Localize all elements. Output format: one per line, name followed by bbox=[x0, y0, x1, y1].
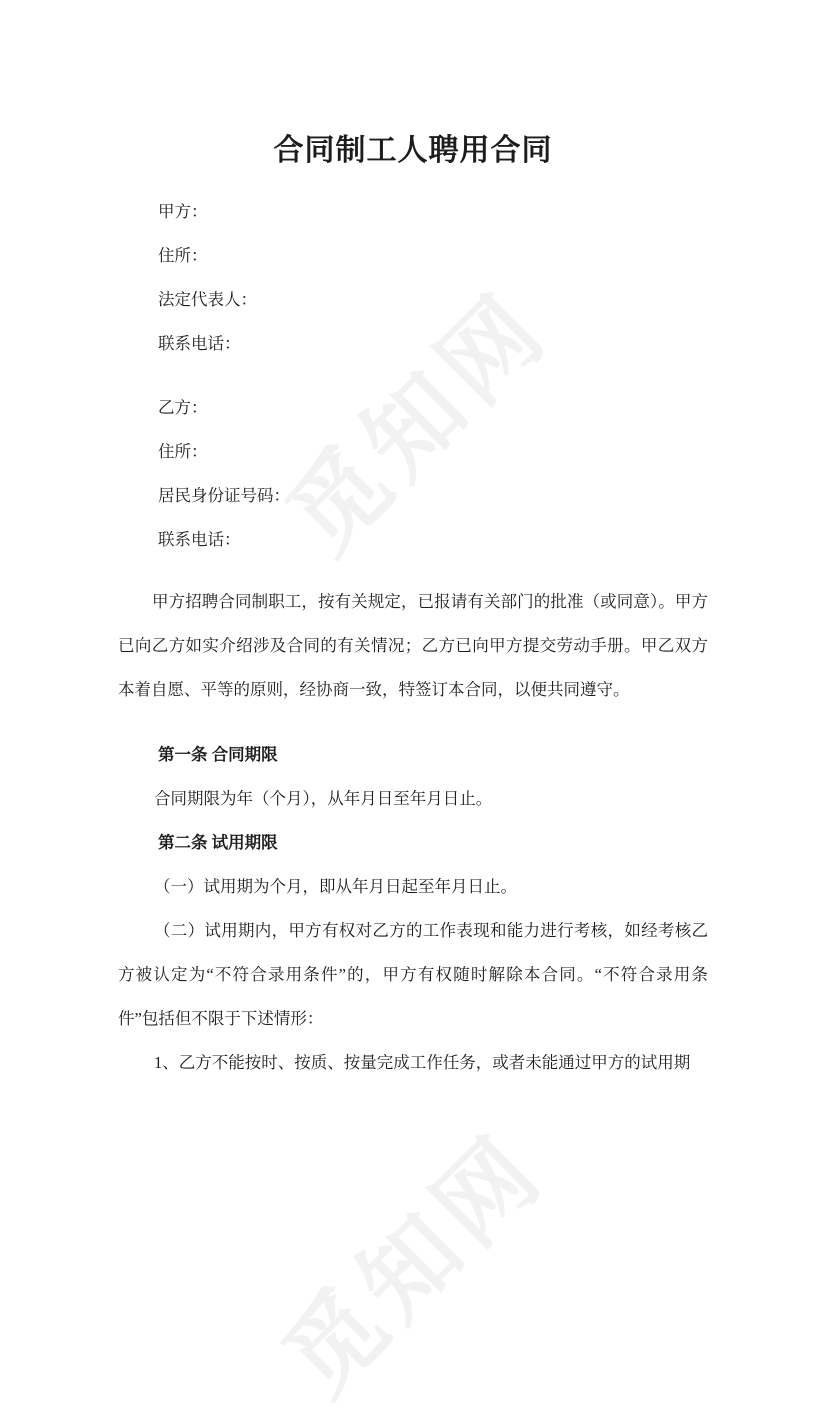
section-1-paragraph: 合同期限为年（个月），从年月日至年月日止。 bbox=[154, 789, 493, 808]
document-title: 合同制工人聘用合同 bbox=[273, 134, 553, 167]
intro-paragraph: 甲方招聘合同制职工，按有关规定，已报请有关部门的批准（或同意）。甲方已向乙方如实介绍涉及合同的有关情况；乙方已向甲方提交劳动手册。甲乙双方本着自愿、平等的原则，经协商一致，特签订本合同，以便共同遵守。 bbox=[118, 592, 708, 699]
field-party-a-legal-representative: 法定代表人： bbox=[158, 290, 257, 309]
field-party-a: 甲方： bbox=[158, 202, 208, 221]
field-party-a-address: 住所： bbox=[158, 246, 208, 265]
watermark: 觅知网 bbox=[264, 1114, 565, 1415]
field-party-b-address: 住所： bbox=[158, 442, 208, 461]
party-b-fields bbox=[118, 386, 708, 562]
field-party-b-id-number: 居民身份证号码： bbox=[158, 486, 290, 505]
section-1-heading: 第一条 合同期限 bbox=[158, 745, 278, 764]
section-2-heading: 第二条 试用期限 bbox=[158, 833, 278, 852]
field-party-b: 乙方： bbox=[158, 398, 208, 417]
field-party-a-phone: 联系电话： bbox=[158, 334, 241, 353]
party-a-fields bbox=[118, 190, 708, 366]
section-2-paragraph: （二）试用期内，甲方有权对乙方的工作表现和能力进行考核，如经考核乙方被认定为“不符合录用条件”的，甲方有权随时解除本合同。“不符合录用条件”包括但不限于下述情形： bbox=[118, 921, 708, 1028]
field-party-b-phone: 联系电话： bbox=[158, 530, 241, 549]
section-2-paragraph: （一）试用期为个月，即从年月日起至年月日止。 bbox=[154, 877, 517, 896]
watermark: 觅知网 bbox=[268, 272, 569, 573]
document-content bbox=[118, 0, 708, 1085]
section-2-paragraph: 1、乙方不能按时、按质、按量完成工作任务，或者未能通过甲方的试用期 bbox=[154, 1053, 691, 1072]
